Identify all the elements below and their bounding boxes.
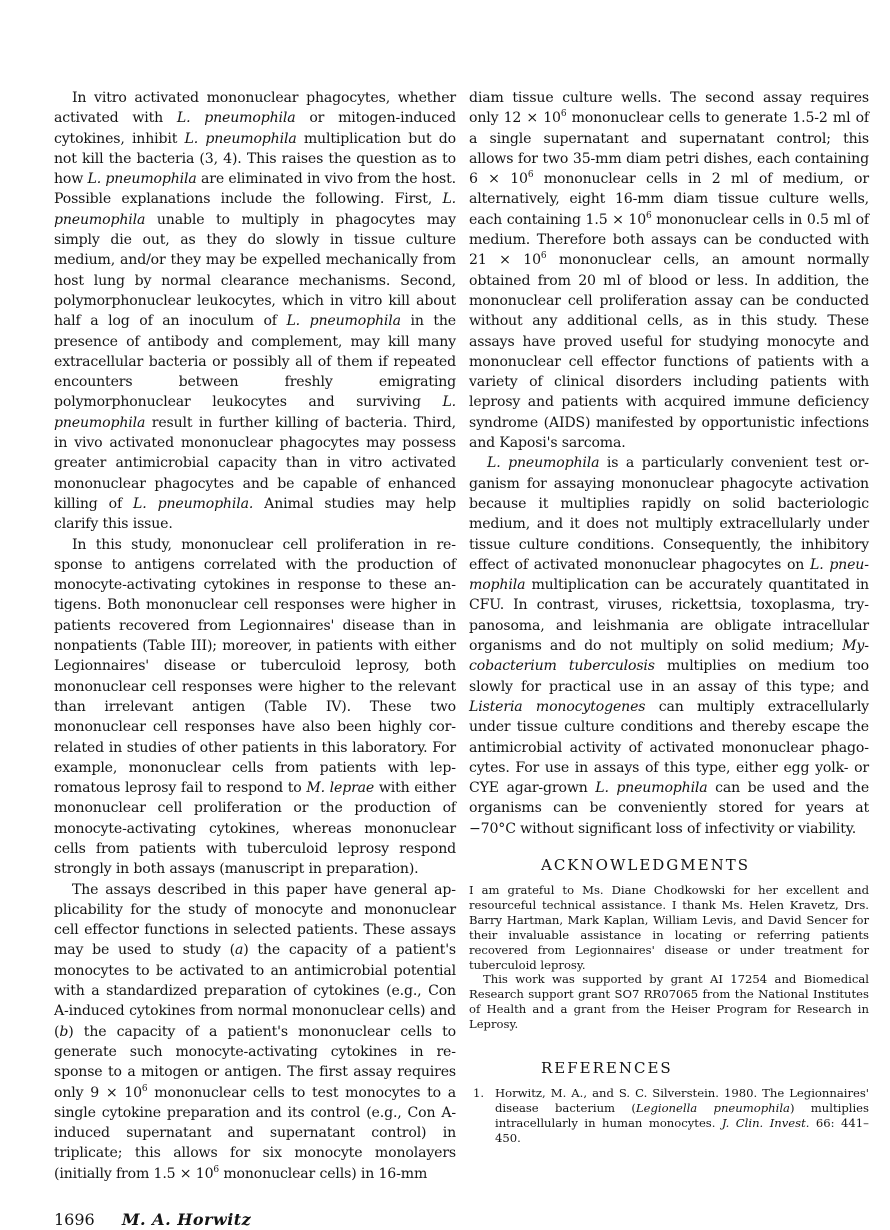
text-run: The assays described in this paper have general applicability for the study of monocyte and mononuclear cell effector functions in selected patients. These assays may be used to study ( <box>54 881 456 959</box>
text-run: ) the capacity of a patient's monocytes to be activated to an antimicrobial potential with a standardized preparation of cytokines (e.g., Con A-induced cytokines from normal mononuclear cells) and ( <box>54 942 456 1040</box>
text-run: 66: 441–450. <box>495 1115 869 1145</box>
text-run: in the presence of antibody and complement, may kill many extracellular bacteria or possibly all of them if repeated encounters between freshly emigrating polymorphonuclear leukocytes and surviving <box>54 313 456 411</box>
acknowledgments-section <box>469 883 869 1032</box>
reference-item <box>473 1086 869 1146</box>
text-run: multiplication but do not kill the bacteria (3, 4). This raises the question as to how <box>54 130 456 188</box>
superscript: 6 <box>141 1083 148 1094</box>
right-column <box>469 88 869 1146</box>
superscript: 6 <box>646 210 652 221</box>
text-run: In vitro activated mononuclear phagocytes, whether activated with <box>54 90 456 127</box>
superscript: 6 <box>213 1164 219 1175</box>
italic-term: J. Clin. Invest. <box>721 1115 810 1130</box>
text-run: mononuclear cells in 2 ml of medium, or alternatively, eight 16-mm diam tissue culture wells, each containing 1.5 × 10 <box>469 171 869 228</box>
running-author: M. A. Horwitz <box>121 1210 252 1230</box>
text-run: I am grateful to Ms. Diane Chodkowski for her excellent and resourceful technical assistance. I thank Ms. Helen Kravetz, Drs. Barry Hartman, Mark Kaplan, William Levis, and David Sencer for their invaluable assistance in locating or referring patients recovered from Legionnaires' disease or under treatment for tuberculoid leprosy. <box>469 882 869 972</box>
text-run: is a particularly convenient test organism for assaying mononuclear phagocyte activation because it multiplies rapidly on solid bacteriologic medium, and it does not multiply extracellularly under tissue culture conditions. Consequently, the inhibitory effect of activated mononuclear phagocytes on <box>469 455 869 573</box>
reference-number: 1. <box>473 1086 485 1101</box>
superscript: 6 <box>560 109 567 120</box>
text-run: Horwitz, M. A., and S. C. Silverstein. 1980. The Legionnaires' disease bacterium ( <box>495 1086 869 1115</box>
body-paragraph <box>469 453 869 839</box>
italic-term: Legionella pneumophila <box>635 1100 790 1115</box>
acknowledgments-heading: ACKNOWLEDGMENTS <box>541 855 750 874</box>
text-run: Animal studies may help clarify this issue. <box>54 495 457 533</box>
italic-term: L. pneumophila <box>87 171 197 188</box>
text-run: mononuclear cells) in 16-mm <box>219 1165 428 1182</box>
italic-term: L. pneumophila <box>54 191 456 228</box>
references-heading: REFERENCES <box>541 1059 673 1078</box>
text-run: mononuclear cells to test monocytes to a single cytokine preparation and its control (e.g., Con A-induced supernatant and supernatant control) in triplicate; this allows for six monocyte monolayers (initially from 1.5 × 10 <box>54 1084 456 1182</box>
body-paragraph <box>54 535 456 880</box>
funding-paragraph <box>469 972 869 1032</box>
left-column <box>54 88 456 1230</box>
text-run: multiplies on medium too slowly for practical use in an assay of this type; and <box>469 658 870 695</box>
page-footer <box>54 1210 456 1230</box>
text-run: can multiply extracellularly under tissue culture conditions and thereby escape the antimicrobial activity of activated mononuclear phagocytes. For use in assays of this type, either egg yolk- or CYE agar-grown <box>469 698 869 797</box>
italic-term: b <box>59 1023 69 1040</box>
text-run: unable to multiply in phagocytes may simply die out, as they do slowly in tissue culture medium, and/or they may be expelled mechanically from host lung by normal clearance mechanisms. Second, polymorphonuclear leukocytes, which in vitro kill about half a log of an inoculum of <box>54 211 456 330</box>
text-run: ) the capacity of a patient's mononuclear cells to generate such monocyte-activating cytokines in response to a mitogen or antigen. The first assay requires only 9 × 10 <box>54 1023 456 1101</box>
superscript: 6 <box>540 251 547 262</box>
body-paragraph <box>54 880 456 1184</box>
italic-term: L. pneumophila <box>176 110 296 127</box>
italic-term: L. pneumophila <box>286 313 401 330</box>
italic-term: L. pneumophila <box>54 394 456 431</box>
italic-term: M. leprae <box>306 780 375 797</box>
italic-term: L. pneumophila <box>595 780 708 797</box>
text-run: mononuclear cells to generate 1.5-2 ml of a single supernatant and supernatant control; this allows for two 35-mm diam petri dishes, each containing 6 × 10 <box>469 110 869 188</box>
superscript: 6 <box>527 170 534 181</box>
italic-term: L. pneumophila <box>184 130 297 147</box>
text-run: mononuclear cells, an amount normally obtained from 20 ml of blood or less. In addition, the mononuclear cell proliferation assay can be conducted without any additional cells, as in this study. These assays have proved useful for studying monocyte and mononuclear cell effector functions of patients with a variety of clinical disorders including patients with leprosy and patients with acquired immune deficiency syndrome (AIDS) manifested by opportunistic infections and Kaposi's sarcoma. <box>469 252 870 452</box>
text-run: can be used and the organisms can be conveniently stored for years at −70°C without significant loss of infectivity or viability. <box>469 780 870 837</box>
text-run: ) multiplies intracellularly in human monocytes. <box>495 1100 869 1130</box>
reference-text <box>495 1086 869 1145</box>
text-run: In this study, mononuclear cell proliferation in response to antigens correlated with the production of monocyte-activating cytokines in response to these antigens. Both mononuclear cell responses were higher in patients recovered from Legionnaires' disease than in nonpatients (Table III); moreover, in patients with either Legionnaires' disease or tuberculoid leprosy, both mononuclear cell responses were higher to the relevant than irrelevant antigen (Table IV). These two mononuclear cell responses have also been highly correlated in studies of other patients in this laboratory. For example, mononuclear cells from patients with lepromatous leprosy fail to respond to <box>54 536 456 797</box>
text-run: with either mononuclear cell proliferation or the production of monocyte-activating cytokines, whereas mononuclear cells from patients with tuberculoid leprosy respond strongly in both assays (manuscript in preparation). <box>54 780 456 878</box>
italic-term: L. pneumophila <box>487 455 600 472</box>
body-paragraph <box>54 88 456 535</box>
text-run: or mitogen-induced cytokines, inhibit <box>54 110 456 147</box>
italic-term: L. pneumophila <box>469 556 869 594</box>
page-number: 1696 <box>54 1210 95 1230</box>
body-paragraph-continued <box>469 88 869 453</box>
italic-term: Listeria monocytogenes <box>469 698 646 715</box>
text-run: This work was supported by grant AI 17254 and Biomedical Research support grant SO7 RR07065 from the National Institutes of Health and a grant from the Heiser Program for Research in Leprosy. <box>469 972 869 1032</box>
acknowledgments-paragraph <box>469 883 869 972</box>
text-run: are eliminated in vivo from the host. Possible explanations include the following. First, <box>54 171 456 208</box>
text-run: result in further killing of bacteria. Third, in vivo activated mononuclear phagocytes may possess greater antimicrobial capacity than in vitro activated mononuclear phagocytes and be capable of enhanced killing of <box>54 414 456 512</box>
italic-term: a <box>234 942 244 959</box>
italic-term: Mycobacterium tuberculosis <box>469 638 869 675</box>
italic-term: L. pneumophila. <box>133 495 254 512</box>
text-run: diam tissue culture wells. The second assay requires only 12 × 10 <box>469 90 869 127</box>
text-run: multiplication can be accurately quantitated in CFU. In contrast, viruses, rickettsia, toxoplasma, trypanosoma, and leishmania are obligate intracellular organisms and do not multiply on solid medium; <box>469 577 869 655</box>
text-run: mononuclear cells in 0.5 ml of medium. Therefore both assays can be conducted with 21 × 10 <box>469 211 869 269</box>
